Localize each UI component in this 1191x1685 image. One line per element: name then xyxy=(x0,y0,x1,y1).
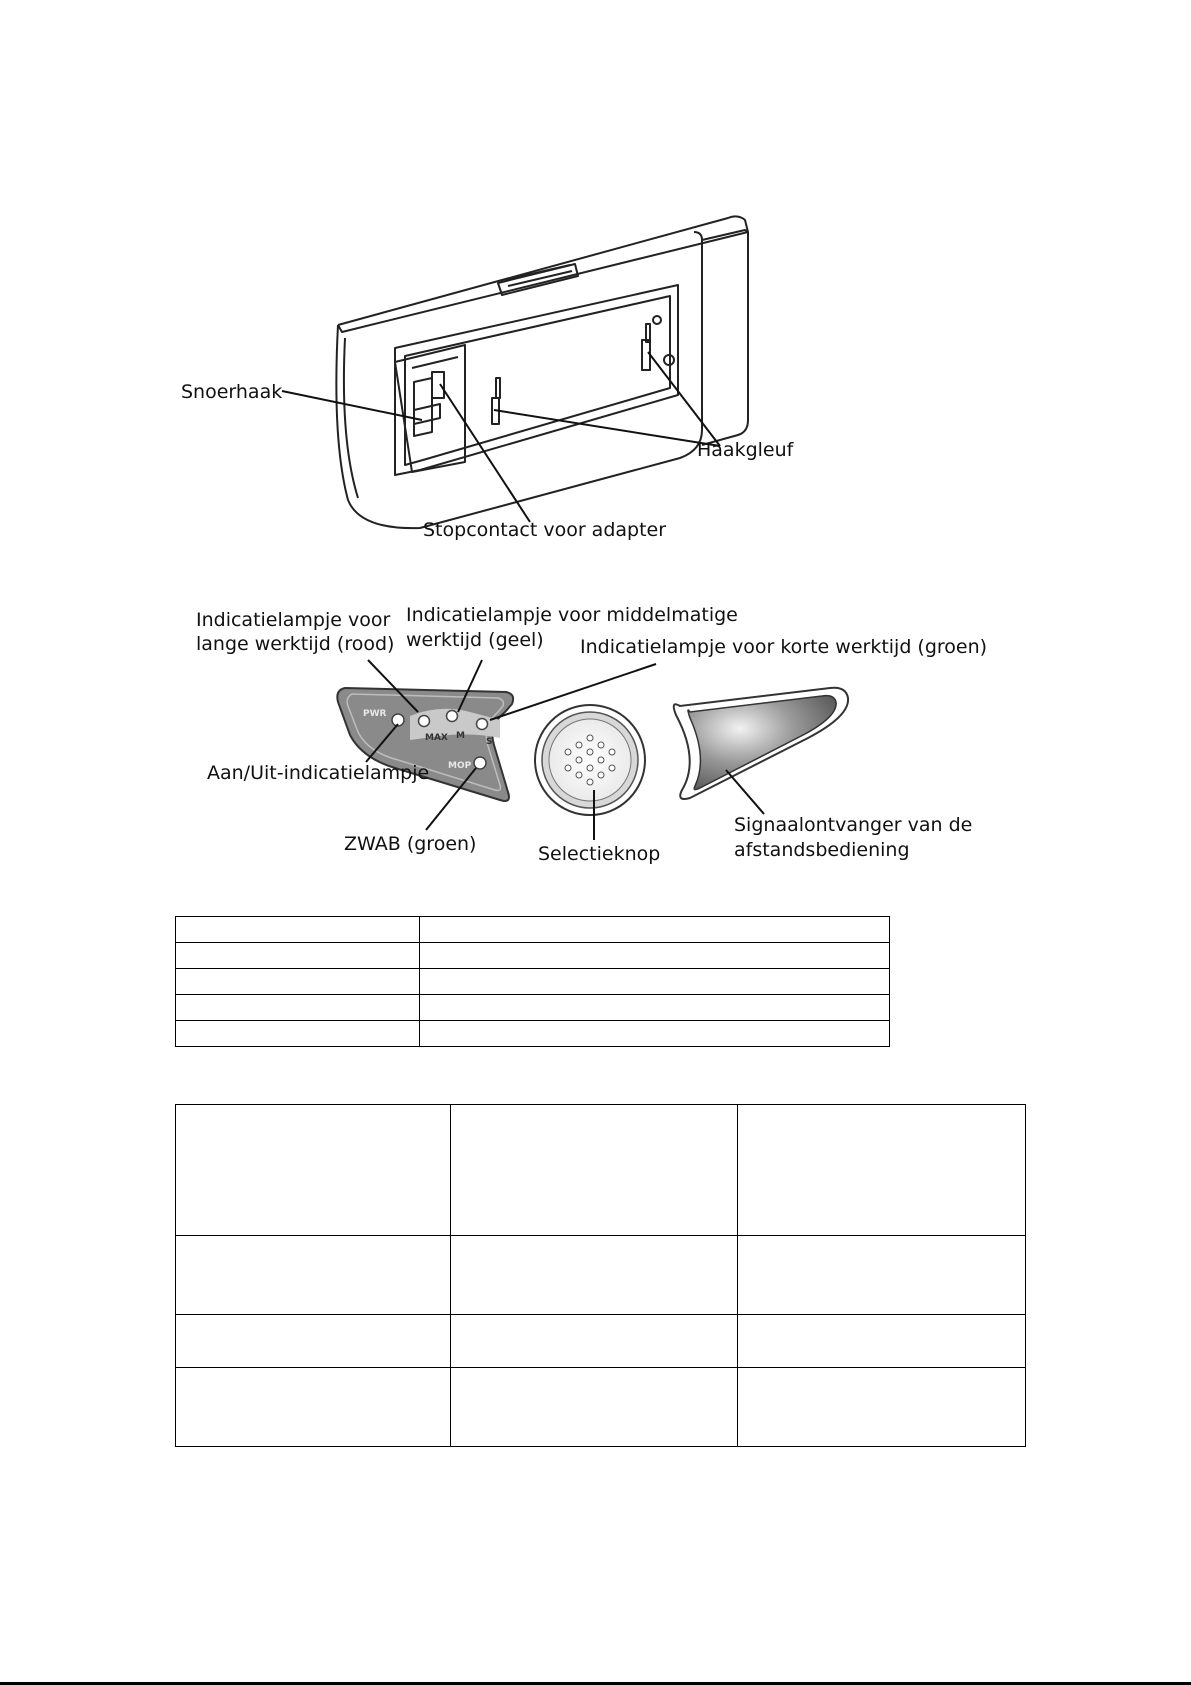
label-mop: ZWAB (groen) xyxy=(344,833,477,855)
table-cell xyxy=(738,1105,1026,1236)
table-two xyxy=(175,1104,1026,1447)
label-power-indicator: Aan/Uit-indicatielampje xyxy=(207,762,430,784)
table-cell xyxy=(420,1021,890,1047)
panel-text-s: S xyxy=(486,737,493,747)
table-row xyxy=(176,1105,1026,1236)
table-row xyxy=(176,969,890,995)
panel-text-pwr: PWR xyxy=(363,709,387,719)
table-cell xyxy=(176,917,420,943)
table-cell xyxy=(176,1105,451,1236)
label-medium-runtime-line1: Indicatielampje voor middelmatige xyxy=(406,604,738,626)
table-row xyxy=(176,1368,1026,1447)
table-cell xyxy=(176,1315,451,1368)
table-cell xyxy=(420,969,890,995)
table-row xyxy=(176,995,890,1021)
label-remote-receiver-line2: afstandsbediening xyxy=(734,839,910,861)
table-cell xyxy=(738,1236,1026,1315)
label-cord-hook: Snoerhaak xyxy=(181,381,283,403)
table-cell xyxy=(420,917,890,943)
remote-receiver-lens xyxy=(674,688,848,799)
panel-text-mop: MOP xyxy=(448,761,472,771)
table-cell xyxy=(451,1315,738,1368)
label-select-button: Selectieknop xyxy=(538,843,661,865)
table-row xyxy=(176,1315,1026,1368)
table-cell xyxy=(738,1368,1026,1447)
label-hook-slot: Haakgleuf xyxy=(697,439,794,461)
label-remote-receiver-line1: Signaalontvanger van de xyxy=(734,814,973,836)
table-cell xyxy=(176,1236,451,1315)
table-row xyxy=(176,1021,890,1047)
device-rear-illustration xyxy=(0,200,1191,560)
label-adapter-socket: Stopcontact voor adapter xyxy=(423,519,667,541)
table-cell xyxy=(451,1236,738,1315)
table-cell xyxy=(176,969,420,995)
table-cell xyxy=(451,1368,738,1447)
table-cell xyxy=(738,1315,1026,1368)
label-medium-runtime-line2: werktijd (geel) xyxy=(406,629,544,651)
table-cell xyxy=(176,1021,420,1047)
table-row xyxy=(176,917,890,943)
select-knob xyxy=(535,705,645,815)
table-cell xyxy=(451,1105,738,1236)
label-long-runtime-line1: Indicatielampje voor xyxy=(196,609,391,631)
table-cell xyxy=(176,1368,451,1447)
panel-text-m: M xyxy=(456,731,465,741)
table-cell xyxy=(176,943,420,969)
table-row xyxy=(176,943,890,969)
label-short-runtime: Indicatielampje voor korte werktijd (groen) xyxy=(580,636,988,658)
table-cell xyxy=(420,995,890,1021)
table-cell xyxy=(176,995,420,1021)
table-cell xyxy=(420,943,890,969)
label-long-runtime-line2: lange werktijd (rood) xyxy=(196,633,395,655)
table-row xyxy=(176,1236,1026,1315)
panel-text-max: MAX xyxy=(425,733,448,743)
table-one xyxy=(175,916,890,1047)
